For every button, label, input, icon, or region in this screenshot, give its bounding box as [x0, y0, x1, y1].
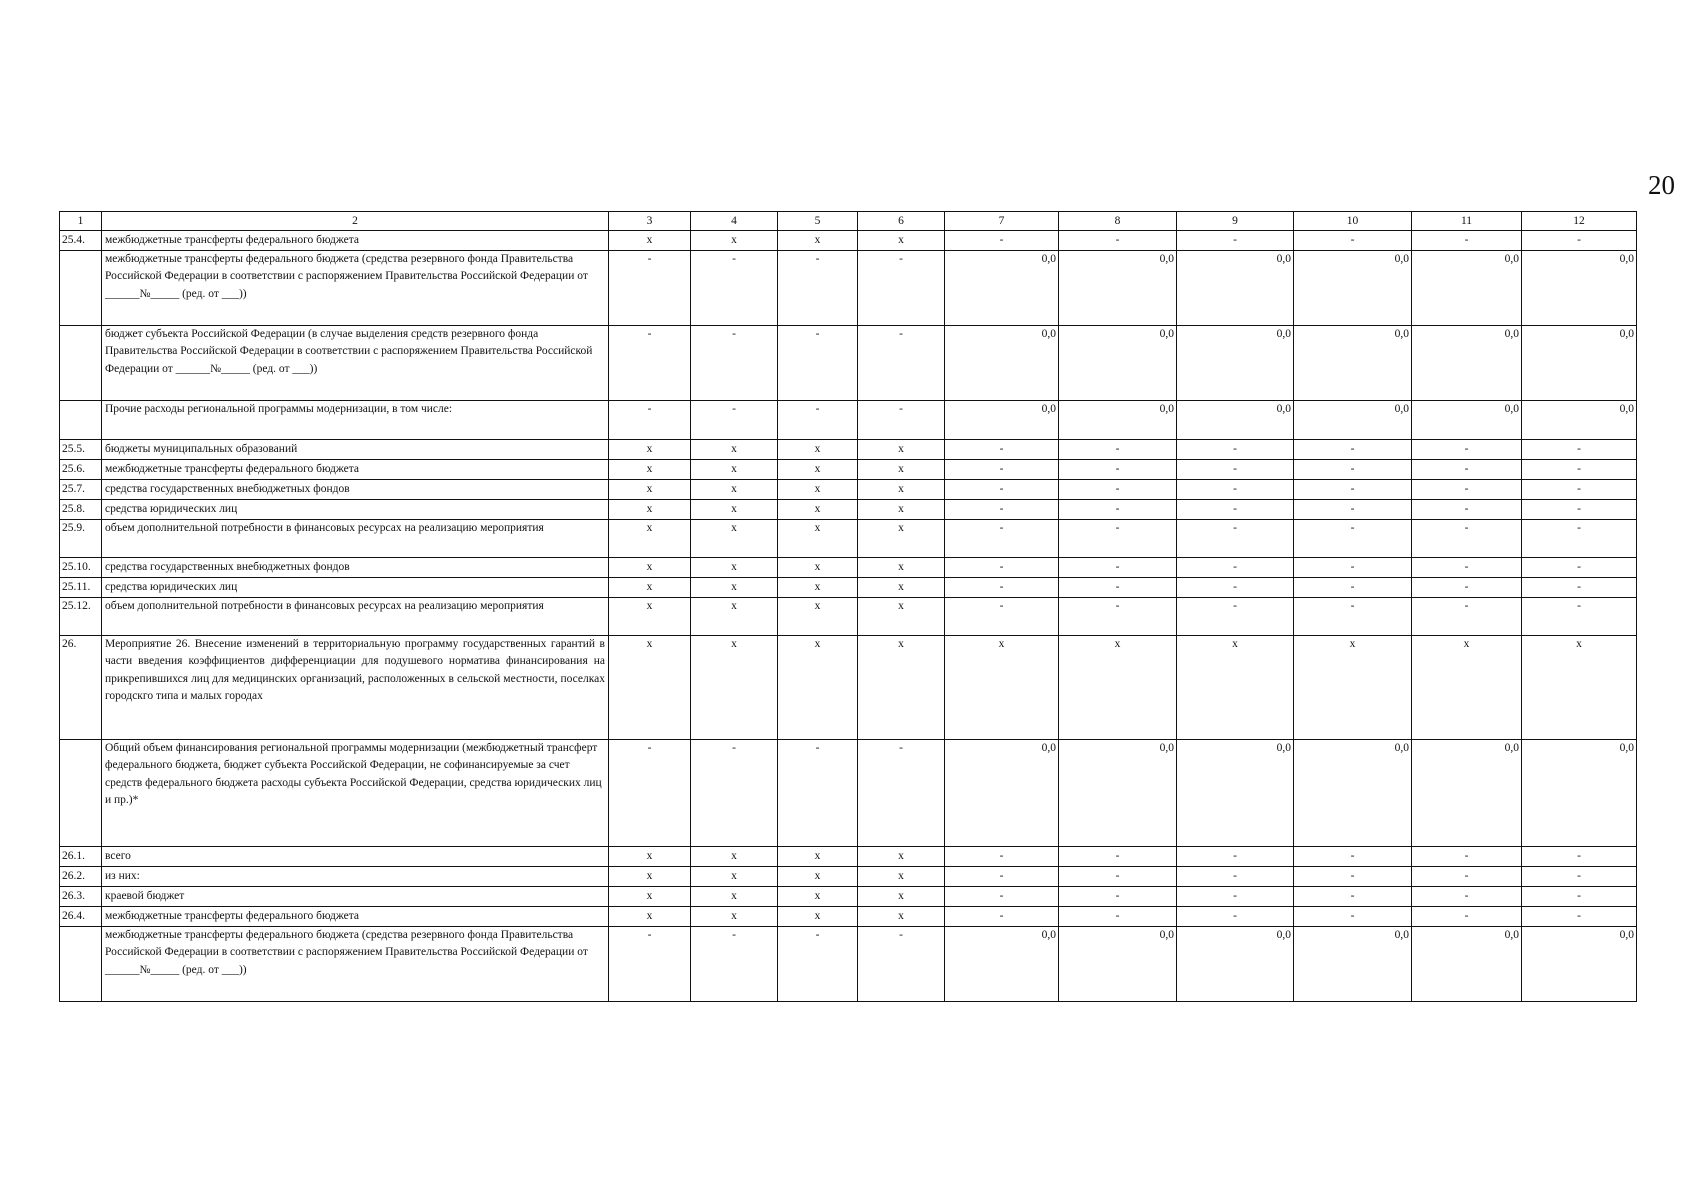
header-cell: 3 — [609, 212, 691, 231]
row-description: всего — [102, 847, 609, 867]
value-cell: - — [945, 460, 1059, 480]
marker-cell: - — [609, 927, 691, 1002]
value-cell: 0,0 — [1522, 927, 1637, 1002]
value-cell: - — [1412, 867, 1522, 887]
value-cell: 0,0 — [1412, 251, 1522, 326]
table-row — [60, 520, 1637, 558]
value-cell: - — [1412, 500, 1522, 520]
marker-cell: x — [609, 231, 691, 251]
marker-cell: - — [691, 401, 778, 440]
marker-cell: - — [691, 740, 778, 847]
marker-cell: x — [858, 520, 945, 558]
value-cell: - — [1294, 460, 1412, 480]
value-cell: x — [1059, 636, 1177, 740]
table-row — [60, 636, 1637, 740]
row-description: бюджеты муниципальных образований — [102, 440, 609, 460]
value-cell: - — [945, 887, 1059, 907]
marker-cell: - — [858, 251, 945, 326]
marker-cell: x — [778, 887, 858, 907]
value-cell: - — [1522, 520, 1637, 558]
value-cell: 0,0 — [1522, 326, 1637, 401]
marker-cell: x — [609, 847, 691, 867]
row-number: 25.5. — [60, 440, 102, 460]
value-cell: - — [945, 231, 1059, 251]
row-description: из них: — [102, 867, 609, 887]
header-cell: 6 — [858, 212, 945, 231]
marker-cell: x — [691, 500, 778, 520]
header-cell: 2 — [102, 212, 609, 231]
value-cell: - — [1059, 520, 1177, 558]
value-cell: 0,0 — [945, 326, 1059, 401]
value-cell: - — [1412, 520, 1522, 558]
row-number: 25.4. — [60, 231, 102, 251]
marker-cell: x — [778, 598, 858, 636]
marker-cell: - — [858, 401, 945, 440]
marker-cell: x — [691, 867, 778, 887]
row-description: межбюджетные трансферты федерального бюджета (средства резервного фонда Правительства Российской Федерации в соответствии с распоряжением Правительства Российской Федерации от ______№_____ (ред. от ___)) — [102, 927, 609, 1002]
marker-cell: x — [691, 578, 778, 598]
value-cell: 0,0 — [1059, 251, 1177, 326]
marker-cell: x — [858, 887, 945, 907]
marker-cell: x — [691, 887, 778, 907]
value-cell: 0,0 — [1177, 927, 1294, 1002]
value-cell: - — [1177, 907, 1294, 927]
value-cell: 0,0 — [1294, 401, 1412, 440]
value-cell: - — [945, 598, 1059, 636]
value-cell: - — [1522, 907, 1637, 927]
value-cell: - — [1059, 578, 1177, 598]
marker-cell: x — [778, 520, 858, 558]
value-cell: - — [1412, 558, 1522, 578]
value-cell: - — [1412, 231, 1522, 251]
value-cell: - — [945, 847, 1059, 867]
value-cell: 0,0 — [1412, 326, 1522, 401]
marker-cell: x — [609, 460, 691, 480]
marker-cell: x — [609, 598, 691, 636]
header-cell: 11 — [1412, 212, 1522, 231]
header-row — [60, 212, 1637, 231]
table-row — [60, 887, 1637, 907]
value-cell: - — [1412, 480, 1522, 500]
value-cell: - — [1059, 231, 1177, 251]
value-cell: - — [1412, 598, 1522, 636]
row-description: средства государственных внебюджетных фондов — [102, 480, 609, 500]
value-cell: - — [1294, 847, 1412, 867]
row-description: Прочие расходы региональной программы модернизации, в том числе: — [102, 401, 609, 440]
marker-cell: x — [609, 636, 691, 740]
marker-cell: - — [778, 927, 858, 1002]
value-cell: - — [1294, 598, 1412, 636]
value-cell: 0,0 — [945, 251, 1059, 326]
table-row — [60, 251, 1637, 326]
value-cell: 0,0 — [1059, 927, 1177, 1002]
value-cell: - — [945, 867, 1059, 887]
value-cell: - — [1177, 500, 1294, 520]
value-cell: - — [1412, 460, 1522, 480]
value-cell: 0,0 — [1294, 251, 1412, 326]
table-row — [60, 440, 1637, 460]
marker-cell: x — [778, 460, 858, 480]
marker-cell: x — [691, 558, 778, 578]
marker-cell: - — [778, 401, 858, 440]
value-cell: - — [1059, 867, 1177, 887]
value-cell: - — [1522, 867, 1637, 887]
value-cell: 0,0 — [1177, 326, 1294, 401]
value-cell: - — [1412, 907, 1522, 927]
value-cell: - — [945, 520, 1059, 558]
row-number — [60, 251, 102, 326]
value-cell: - — [1059, 847, 1177, 867]
value-cell: - — [945, 558, 1059, 578]
row-number: 25.8. — [60, 500, 102, 520]
value-cell: - — [1522, 847, 1637, 867]
table-row — [60, 500, 1637, 520]
marker-cell: x — [858, 578, 945, 598]
value-cell: - — [1177, 460, 1294, 480]
value-cell: 0,0 — [1059, 740, 1177, 847]
page-number: 20 — [1648, 170, 1675, 200]
marker-cell: - — [609, 326, 691, 401]
value-cell: - — [1294, 440, 1412, 460]
marker-cell: x — [609, 867, 691, 887]
table-row — [60, 847, 1637, 867]
marker-cell: - — [609, 251, 691, 326]
row-description: межбюджетные трансферты федерального бюджета — [102, 460, 609, 480]
marker-cell: - — [691, 927, 778, 1002]
value-cell: 0,0 — [1177, 251, 1294, 326]
marker-cell: - — [778, 251, 858, 326]
row-description: объем дополнительной потребности в финансовых ресурсах на реализацию мероприятия — [102, 520, 609, 558]
row-description: средства юридических лиц — [102, 578, 609, 598]
value-cell: - — [1294, 907, 1412, 927]
header-cell: 12 — [1522, 212, 1637, 231]
row-number: 25.11. — [60, 578, 102, 598]
row-number: 26. — [60, 636, 102, 740]
row-description: Мероприятие 26. Внесение изменений в территориальную программу государственных гарантий в части введения коэффициентов дифференциации для подушевого норматива финансирования на прикрепившихся лиц для медицинских организаций, расположенных в сельской местности, поселках городскго типа и малых городах — [102, 636, 609, 740]
value-cell: - — [945, 907, 1059, 927]
marker-cell: x — [778, 500, 858, 520]
value-cell: - — [1522, 598, 1637, 636]
value-cell: 0,0 — [1412, 740, 1522, 847]
value-cell: - — [1522, 231, 1637, 251]
marker-cell: x — [778, 578, 858, 598]
value-cell: 0,0 — [945, 927, 1059, 1002]
table-body — [60, 212, 1637, 1002]
header-cell: 7 — [945, 212, 1059, 231]
value-cell: - — [1059, 907, 1177, 927]
value-cell: - — [1177, 578, 1294, 598]
value-cell: 0,0 — [1294, 326, 1412, 401]
marker-cell: - — [778, 326, 858, 401]
row-number — [60, 740, 102, 847]
value-cell: - — [945, 500, 1059, 520]
value-cell: - — [1059, 440, 1177, 460]
value-cell: 0,0 — [1412, 927, 1522, 1002]
table-row — [60, 740, 1637, 847]
marker-cell: x — [858, 907, 945, 927]
row-number — [60, 326, 102, 401]
value-cell: - — [1294, 578, 1412, 598]
value-cell: - — [1294, 231, 1412, 251]
value-cell: - — [945, 440, 1059, 460]
marker-cell: x — [858, 231, 945, 251]
marker-cell: - — [609, 740, 691, 847]
table-row — [60, 460, 1637, 480]
marker-cell: - — [691, 251, 778, 326]
marker-cell: x — [609, 480, 691, 500]
marker-cell: x — [778, 231, 858, 251]
table-row — [60, 927, 1637, 1002]
value-cell: - — [1522, 480, 1637, 500]
value-cell: 0,0 — [1412, 401, 1522, 440]
marker-cell: x — [858, 480, 945, 500]
row-number: 25.6. — [60, 460, 102, 480]
header-cell: 8 — [1059, 212, 1177, 231]
value-cell: - — [1294, 480, 1412, 500]
row-number: 26.1. — [60, 847, 102, 867]
marker-cell: x — [691, 520, 778, 558]
value-cell: - — [945, 480, 1059, 500]
value-cell: - — [1177, 847, 1294, 867]
table-row — [60, 326, 1637, 401]
marker-cell: x — [609, 558, 691, 578]
marker-cell: x — [609, 500, 691, 520]
value-cell: - — [1177, 558, 1294, 578]
row-number: 25.12. — [60, 598, 102, 636]
value-cell: - — [1177, 480, 1294, 500]
marker-cell: x — [691, 480, 778, 500]
row-number: 25.7. — [60, 480, 102, 500]
value-cell: - — [1177, 520, 1294, 558]
value-cell: 0,0 — [1522, 740, 1637, 847]
marker-cell: x — [858, 500, 945, 520]
marker-cell: x — [609, 520, 691, 558]
value-cell: - — [1522, 887, 1637, 907]
value-cell: 0,0 — [1294, 740, 1412, 847]
value-cell: x — [1412, 636, 1522, 740]
financing-table — [59, 211, 1637, 1002]
value-cell: - — [1522, 440, 1637, 460]
marker-cell: - — [609, 401, 691, 440]
value-cell: - — [1059, 500, 1177, 520]
row-number: 26.3. — [60, 887, 102, 907]
marker-cell: x — [778, 907, 858, 927]
value-cell: - — [1294, 887, 1412, 907]
marker-cell: x — [691, 847, 778, 867]
marker-cell: - — [858, 927, 945, 1002]
marker-cell: x — [858, 440, 945, 460]
marker-cell: x — [858, 460, 945, 480]
header-cell: 1 — [60, 212, 102, 231]
value-cell: - — [1522, 558, 1637, 578]
value-cell: - — [1059, 598, 1177, 636]
value-cell: - — [1059, 558, 1177, 578]
row-number — [60, 401, 102, 440]
row-number: 26.4. — [60, 907, 102, 927]
value-cell: x — [1177, 636, 1294, 740]
value-cell: - — [1177, 887, 1294, 907]
table-row — [60, 401, 1637, 440]
row-number: 26.2. — [60, 867, 102, 887]
marker-cell: x — [858, 636, 945, 740]
marker-cell: x — [778, 440, 858, 460]
table-row — [60, 598, 1637, 636]
row-number: 25.10. — [60, 558, 102, 578]
value-cell: - — [1059, 887, 1177, 907]
row-description: Общий объем финансирования региональной программы модернизации (межбюджетный трансферт федерального бюджета, бюджет субъекта Российской Федерации, не софинансируемые за счет средств федерального бюджета расходы субъекта Российской Федерации, средства юридических лиц и пр.)* — [102, 740, 609, 847]
table-row — [60, 907, 1637, 927]
value-cell: - — [1294, 500, 1412, 520]
value-cell: 0,0 — [1059, 326, 1177, 401]
row-description: краевой бюджет — [102, 887, 609, 907]
table-row — [60, 558, 1637, 578]
value-cell: - — [1294, 520, 1412, 558]
marker-cell: - — [858, 326, 945, 401]
marker-cell: - — [778, 740, 858, 847]
row-description: объем дополнительной потребности в финансовых ресурсах на реализацию мероприятия — [102, 598, 609, 636]
value-cell: - — [1522, 500, 1637, 520]
row-number — [60, 927, 102, 1002]
row-description: межбюджетные трансферты федерального бюджета — [102, 231, 609, 251]
value-cell: 0,0 — [1059, 401, 1177, 440]
value-cell: - — [1177, 598, 1294, 636]
value-cell: - — [1522, 578, 1637, 598]
row-number: 25.9. — [60, 520, 102, 558]
marker-cell: x — [858, 867, 945, 887]
marker-cell: - — [691, 326, 778, 401]
value-cell: - — [1177, 231, 1294, 251]
marker-cell: x — [778, 480, 858, 500]
marker-cell: x — [858, 847, 945, 867]
header-cell: 9 — [1177, 212, 1294, 231]
value-cell: - — [1412, 578, 1522, 598]
value-cell: 0,0 — [1294, 927, 1412, 1002]
table-row — [60, 231, 1637, 251]
value-cell: 0,0 — [1177, 401, 1294, 440]
value-cell: x — [1294, 636, 1412, 740]
table-row — [60, 578, 1637, 598]
marker-cell: x — [778, 847, 858, 867]
marker-cell: x — [609, 440, 691, 460]
marker-cell: x — [609, 578, 691, 598]
marker-cell: x — [609, 907, 691, 927]
value-cell: - — [1294, 867, 1412, 887]
value-cell: - — [1412, 440, 1522, 460]
header-cell: 4 — [691, 212, 778, 231]
marker-cell: x — [691, 598, 778, 636]
marker-cell: x — [778, 558, 858, 578]
value-cell: - — [1294, 558, 1412, 578]
marker-cell: x — [691, 231, 778, 251]
marker-cell: x — [858, 598, 945, 636]
marker-cell: x — [609, 887, 691, 907]
marker-cell: x — [691, 636, 778, 740]
table-row — [60, 480, 1637, 500]
value-cell: - — [1059, 460, 1177, 480]
value-cell: - — [1522, 460, 1637, 480]
value-cell: 0,0 — [945, 401, 1059, 440]
value-cell: 0,0 — [1522, 251, 1637, 326]
value-cell: 0,0 — [945, 740, 1059, 847]
header-cell: 5 — [778, 212, 858, 231]
value-cell: - — [1412, 847, 1522, 867]
value-cell: x — [945, 636, 1059, 740]
value-cell: 0,0 — [1177, 740, 1294, 847]
value-cell: - — [945, 578, 1059, 598]
value-cell: - — [1177, 867, 1294, 887]
table-row — [60, 867, 1637, 887]
marker-cell: x — [778, 636, 858, 740]
row-description: бюджет субъекта Российской Федерации (в случае выделения средств резервного фонда Правительства Российской Федерации в соответствии с распоряжением Правительства Российской Федерации от ______№_____ (ред. от ___)) — [102, 326, 609, 401]
marker-cell: - — [858, 740, 945, 847]
marker-cell: x — [778, 867, 858, 887]
row-description: средства юридических лиц — [102, 500, 609, 520]
marker-cell: x — [691, 460, 778, 480]
marker-cell: x — [691, 907, 778, 927]
value-cell: - — [1177, 440, 1294, 460]
value-cell: - — [1412, 887, 1522, 907]
value-cell: - — [1059, 480, 1177, 500]
marker-cell: x — [858, 558, 945, 578]
marker-cell: x — [691, 440, 778, 460]
row-description: средства государственных внебюджетных фондов — [102, 558, 609, 578]
value-cell: x — [1522, 636, 1637, 740]
header-cell: 10 — [1294, 212, 1412, 231]
row-description: межбюджетные трансферты федерального бюджета — [102, 907, 609, 927]
row-description: межбюджетные трансферты федерального бюджета (средства резервного фонда Правительства Российской Федерации в соответствии с распоряжением Правительства Российской Федерации от ______№_____ (ред. от ___)) — [102, 251, 609, 326]
value-cell: 0,0 — [1522, 401, 1637, 440]
